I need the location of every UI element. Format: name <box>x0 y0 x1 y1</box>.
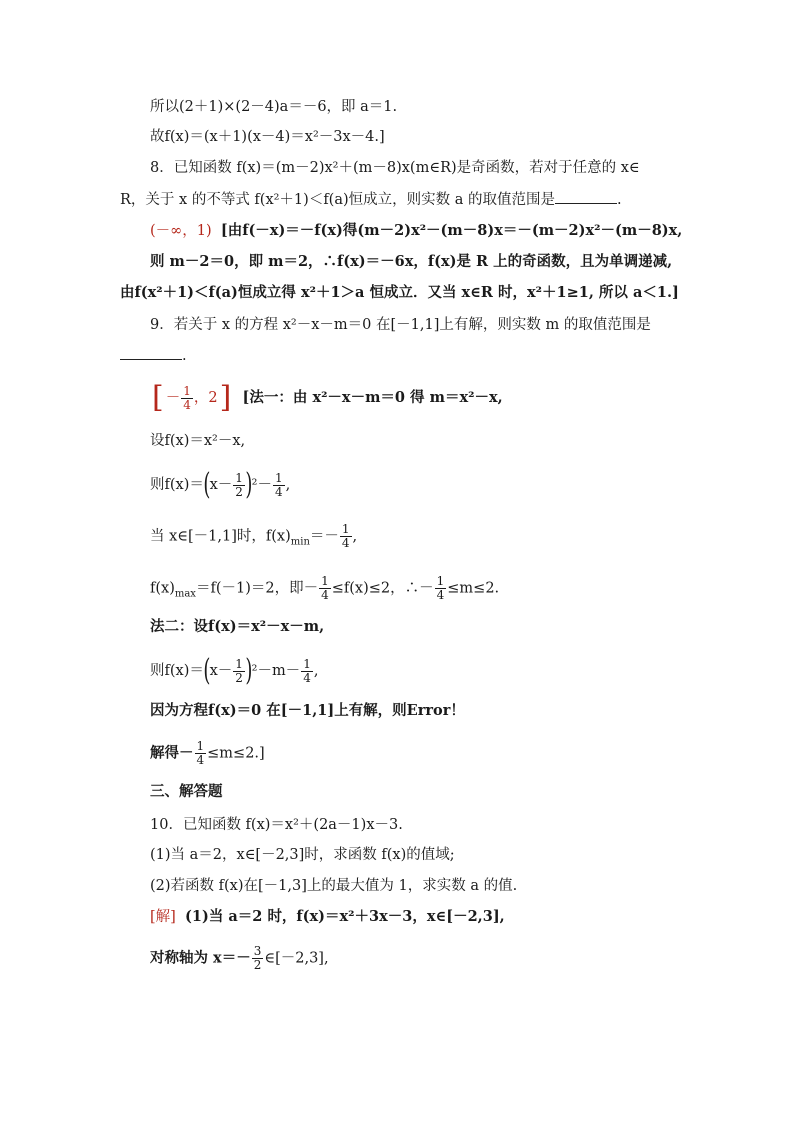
question-8-line-2 <box>120 189 680 210</box>
question-9-line-2 <box>120 345 680 366</box>
fraction: $\frac{1}{4}$ <box>196 739 205 767</box>
answer-8-line-2: 则 m－2＝0，即 m＝2，∴f(x)＝－6x，f(x)是 R 上的奇函数，且为单调递减, <box>150 253 673 270</box>
question-8-text: R，关于 x 的不等式 f(x²＋1)＜f(a)恒成立，则实数 a 的取值范围是 <box>120 192 556 208</box>
answer-9-line-6: 法二：设f(x)＝x²－x－m, <box>150 618 325 635</box>
period: . <box>617 192 622 208</box>
left-paren-icon: ( <box>203 467 211 502</box>
solution-tag: [解] <box>150 909 176 925</box>
answer-8-value: (－∞，1) <box>150 223 212 239</box>
answer-8-line-3: 由f(x²＋1)＜f(a)恒成立得 x²＋1＞a 恒成立．又当 x∈R 时，x²＋1≥1, 所以 a＜1.] <box>120 284 679 301</box>
answer-9-sign: － <box>165 390 181 406</box>
answer-blank <box>555 189 617 204</box>
left-paren-icon: ( <box>203 653 211 688</box>
question-9-line-1: 9．若关于 x 的方程 x²－x－m＝0 在[－1,1]上有解，则实数 m 的取值范围是 <box>150 317 651 333</box>
right-paren-icon: ) <box>245 467 253 502</box>
answer-8-explanation: [由f(－x)＝－f(x)得(m－2)x²－(m－8)x＝－(m－2)x²－(m－8)x, <box>220 222 683 239</box>
right-paren-icon: ) <box>245 653 253 688</box>
fraction: $\frac{1}{4}$ <box>436 574 445 602</box>
answer-blank <box>120 345 182 360</box>
answer-10-line-1: [解] (1)当 a＝2 时，f(x)＝x²＋3x－3，x∈[－2,3], <box>150 908 505 925</box>
answer-9-line-9: 解得－ $\frac{1}{4}$ ≤m≤2.] <box>150 739 265 767</box>
answer-9-line-2: 设f(x)＝x²－x, <box>150 433 246 449</box>
answer-9-line-5: $f(x)_{max}=f(-1)=2$，即－ $\frac{1}{4}$ ≤f(x)≤2，∴－ $\frac{1}{4}$ ≤m≤2. <box>150 574 500 602</box>
answer-9-line-4: 当 x∈[－1,1]时，$f(x)_{min}=-$ $\frac{1}{4}$ , <box>150 522 358 550</box>
question-10-part-2: (2)若函数 f(x)在[－1,3]上的最大值为 1，求实数 a 的值. <box>150 878 518 894</box>
text-line: 所以(2＋1)×(2－4)a＝－6，即 a＝1. <box>150 99 398 115</box>
answer-9-upper: ，2 <box>193 390 218 406</box>
question-10-part-1: (1)当 a＝2，x∈[－2,3]时，求函数 f(x)的值域; <box>150 847 455 863</box>
fraction: $\frac{3}{2}$ <box>253 944 262 972</box>
question-10: 10．已知函数 f(x)＝x²＋(2a－1)x－3. <box>150 817 403 833</box>
answer-9-method-1: [法一：由 x²－x－m＝0 得 m＝x²－x, <box>242 389 503 406</box>
text-line: 故f(x)＝(x＋1)(x－4)＝x²－3x－4.] <box>150 129 385 145</box>
left-bracket-icon: [ <box>152 380 164 415</box>
fraction: $\frac{1}{4}$ <box>303 656 311 685</box>
section-heading: 三、解答题 <box>150 783 223 800</box>
fraction: $\frac{1}{4}$ <box>274 470 283 499</box>
period: . <box>182 348 187 364</box>
answer-9-line-8: 因为方程f(x)＝0 在[－1,1]上有解，则Error！ <box>150 702 465 719</box>
fraction: $\frac{1}{4}$ <box>321 574 329 602</box>
answer-8-line-1 <box>150 221 710 241</box>
fraction: $\frac{1}{2}$ <box>235 470 243 499</box>
fraction: $\frac{1}{2}$ <box>235 656 243 685</box>
answer-9-line-1 <box>150 380 710 415</box>
fraction: $\frac{1}{4}$ <box>183 383 191 412</box>
answer-10-line-2: 对称轴为 x＝－ $\frac{3}{2}$ ∈[－2,3], <box>150 944 329 972</box>
right-bracket-icon: ] <box>219 380 232 415</box>
answer-9-line-3: 则f(x)＝(x－ $\frac{1}{2}$ )²－ $\frac{1}{4}$ , <box>150 467 291 502</box>
question-8-line-1: 8．已知函数 f(x)＝(m－2)x²＋(m－8)x(m∈R)是奇函数，若对于任意的 x∈ <box>150 160 640 176</box>
fraction: $\frac{1}{4}$ <box>341 522 350 550</box>
answer-9-line-7: 则f(x)＝(x－ $\frac{1}{2}$ )²－m－ $\frac{1}{4}$ , <box>150 653 319 688</box>
